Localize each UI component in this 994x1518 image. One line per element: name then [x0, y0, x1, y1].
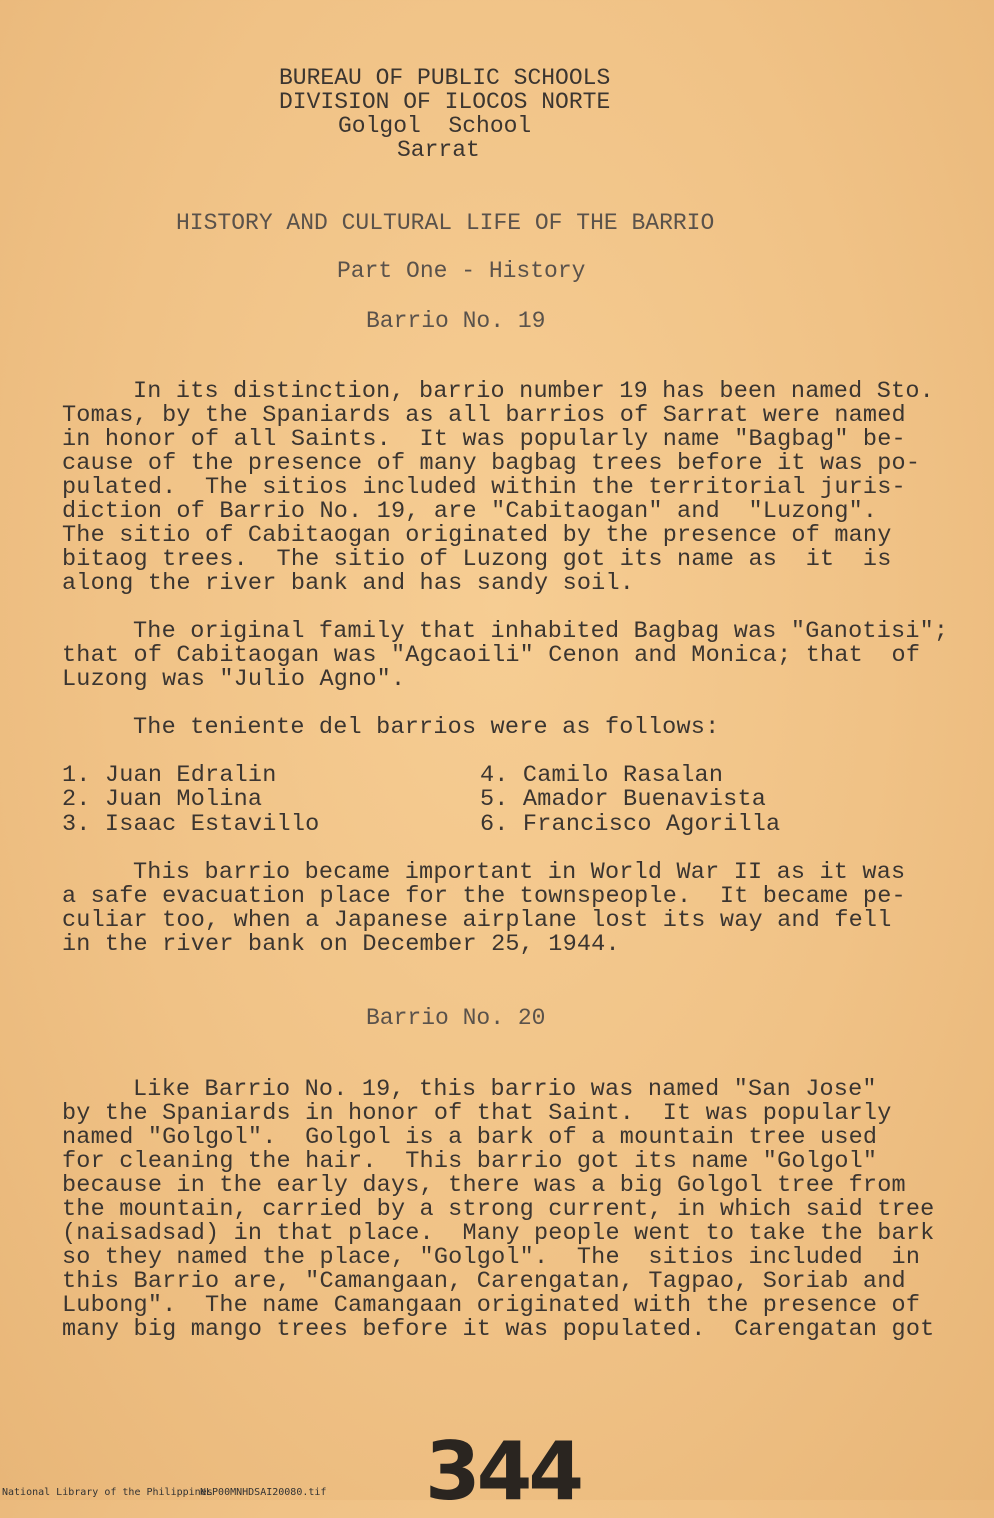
- text-line: a safe evacuation place for the townspeople. It became pe-: [62, 883, 906, 910]
- text-line: bitaog trees. The sitio of Luzong got its name as it is: [62, 546, 892, 573]
- text-line: Luzong was "Julio Agno".: [62, 666, 406, 693]
- part-heading: Part One - History: [337, 258, 586, 284]
- text-line: cause of the presence of many bagbag trees before it was po-: [62, 450, 921, 477]
- list-item: 1. Juan Edralin: [62, 762, 277, 789]
- text-line: for cleaning the hair. This barrio got its name "Golgol": [62, 1148, 878, 1175]
- list-item: 6. Francisco Agorilla: [480, 811, 781, 838]
- text-line: named "Golgol". Golgol is a bark of a mountain tree used: [62, 1124, 878, 1151]
- division-line: DIVISION OF ILOCOS NORTE: [279, 89, 611, 115]
- text-line: In its distinction, barrio number 19 has been named Sto.: [133, 378, 934, 405]
- text-line: by the Spaniards in honor of that Saint. It was popularly: [62, 1100, 892, 1127]
- text-line: The teniente del barrios were as follows:: [133, 714, 720, 741]
- text-line: culiar too, when a Japanese airplane lost its way and fell: [62, 907, 892, 934]
- town-line: Sarrat: [397, 137, 480, 163]
- text-line: the mountain, carried by a strong current, in which said tree: [62, 1196, 935, 1223]
- list-item: 4. Camilo Rasalan: [480, 762, 724, 789]
- text-line: Tomas, by the Spaniards as all barrios of Sarrat were named: [62, 402, 906, 429]
- text-line: many big mango trees before it was populated. Carengatan got: [62, 1316, 935, 1343]
- text-line: The original family that inhabited Bagbag was "Ganotisi";: [133, 618, 949, 645]
- text-line: that of Cabitaogan was "Agcaoili" Cenon and Monica; that of: [62, 642, 921, 669]
- text-line: along the river bank and has sandy soil.: [62, 570, 635, 597]
- text-line: because in the early days, there was a big Golgol tree from: [62, 1172, 906, 1199]
- text-line: in the river bank on December 25, 1944.: [62, 931, 620, 958]
- list-item: 5. Amador Buenavista: [480, 786, 767, 813]
- text-line: Like Barrio No. 19, this barrio was named "San Jose": [133, 1076, 877, 1103]
- text-line: This barrio became important in World War II as it was: [133, 859, 906, 886]
- text-line: so they named the place, "Golgol". The sitios included in: [62, 1244, 921, 1271]
- page-number: 344: [425, 1425, 580, 1518]
- footer-filename: NLP00MNHDSAI20080.tif: [200, 1487, 327, 1498]
- text-line: this Barrio are, "Camangaan, Carengatan, Tagpao, Soriab and: [62, 1268, 906, 1295]
- list-item: 2. Juan Molina: [62, 786, 263, 813]
- text-line: diction of Barrio No. 19, are "Cabitaogan" and "Luzong".: [62, 498, 878, 525]
- text-line: (naisadsad) in that place. Many people went to take the bark: [62, 1220, 935, 1247]
- text-line: The sitio of Cabitaogan originated by the presence of many: [62, 522, 892, 549]
- section-heading: Barrio No. 19: [366, 308, 546, 334]
- bureau-line: BUREAU OF PUBLIC SCHOOLS: [279, 65, 611, 91]
- document-title: HISTORY AND CULTURAL LIFE OF THE BARRIO: [176, 210, 715, 236]
- text-line: in honor of all Saints. It was popularly name "Bagbag" be-: [62, 426, 906, 453]
- footer-library: National Library of the Philippines: [2, 1487, 213, 1498]
- school-line: Golgol School: [338, 113, 532, 139]
- list-item: 3. Isaac Estavillo: [62, 811, 320, 838]
- text-line: Lubong". The name Camangaan originated with the presence of: [62, 1292, 921, 1319]
- text-line: pulated. The sitios included within the territorial juris-: [62, 474, 906, 501]
- section-heading: Barrio No. 20: [366, 1005, 546, 1031]
